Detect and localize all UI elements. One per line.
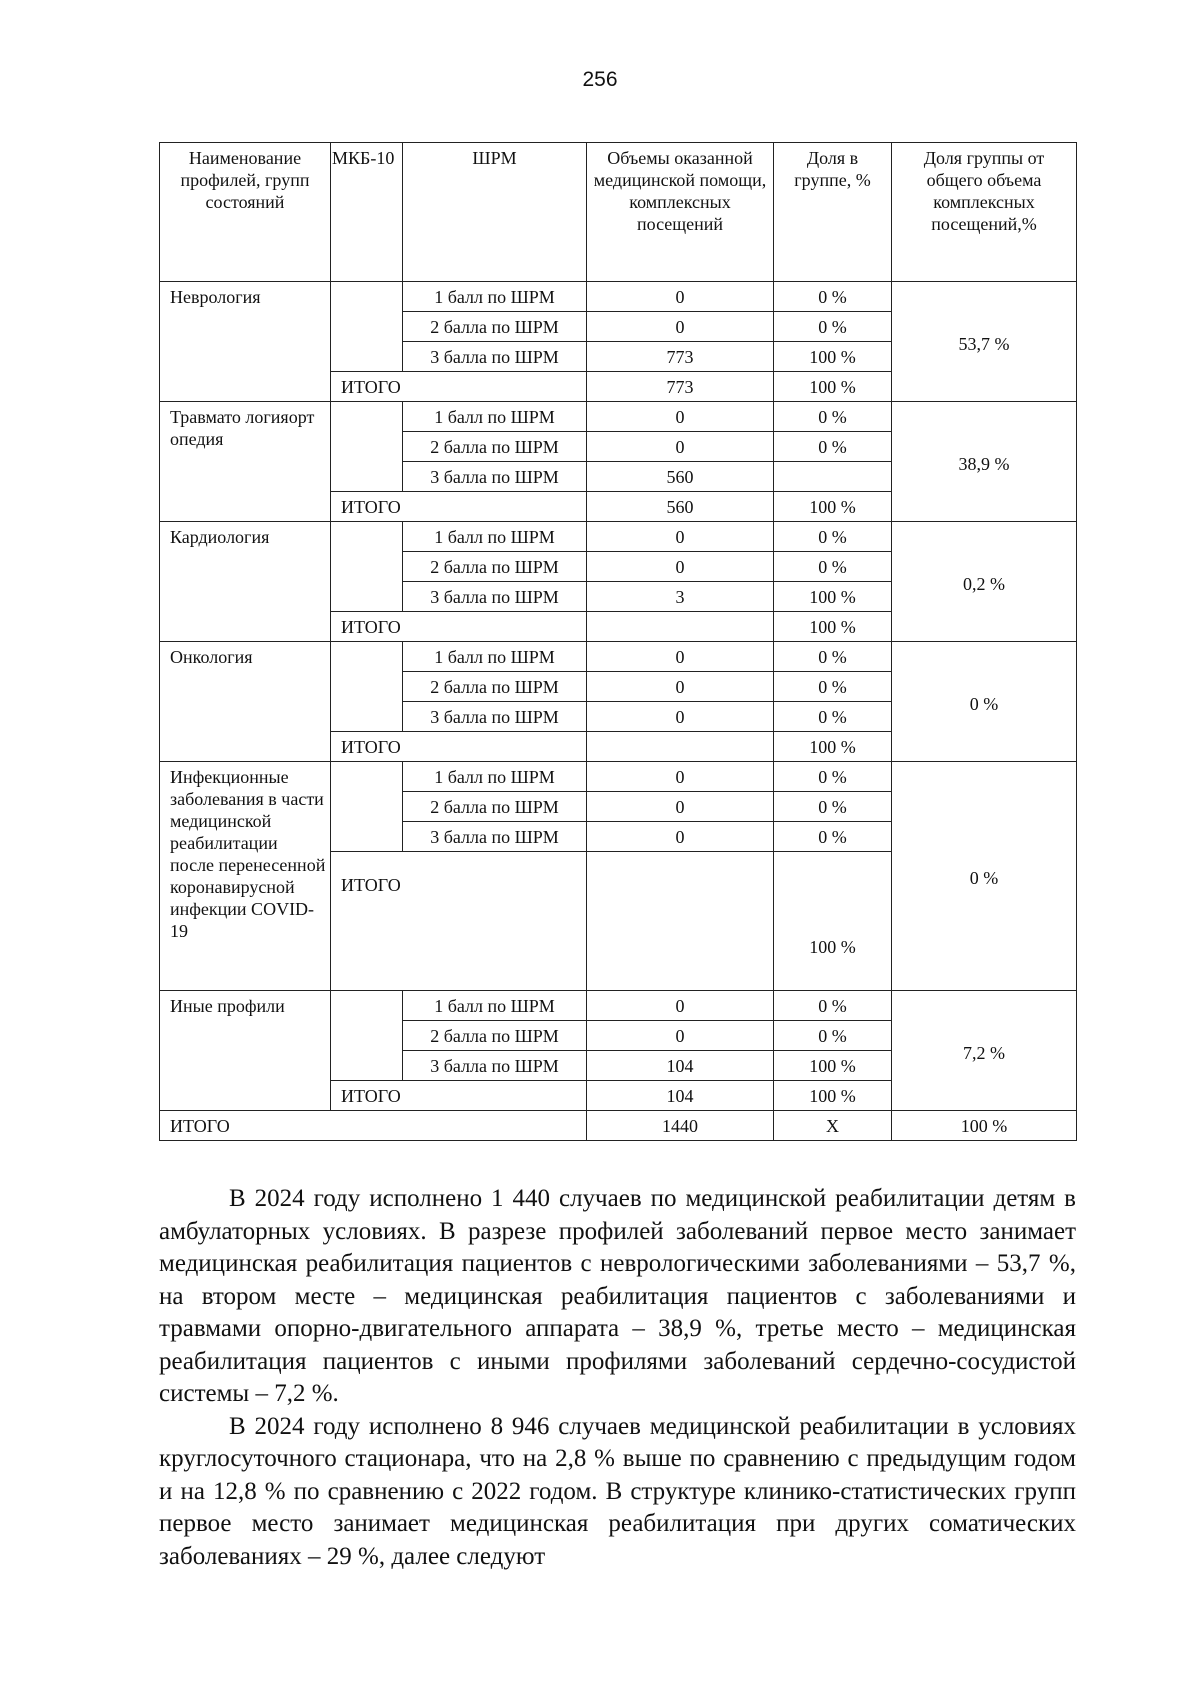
page-number: 256 — [582, 68, 618, 91]
total-share-cell: 100 % — [774, 492, 892, 522]
profile-name: Онкология — [160, 642, 331, 762]
share-in-group-cell: 0 % — [774, 822, 892, 852]
share-in-group-cell: 0 % — [774, 792, 892, 822]
table-body — [160, 282, 1077, 1141]
shrm-cell: 3 балла по ШРМ — [403, 582, 587, 612]
header-profile: Наименование профилей, групп состояний — [160, 143, 331, 282]
volume-cell: 0 — [587, 432, 774, 462]
group-share-cell: 53,7 % — [892, 282, 1077, 402]
total-volume-cell: 560 — [587, 492, 774, 522]
total-label-cell: ИТОГО — [331, 852, 587, 991]
table-row — [160, 642, 1077, 672]
total-share-cell: 100 % — [774, 612, 892, 642]
total-volume-cell: 104 — [587, 1081, 774, 1111]
icd10-cell — [331, 402, 403, 492]
icd10-cell — [331, 642, 403, 732]
share-in-group-cell: 0 % — [774, 282, 892, 312]
shrm-cell: 2 балла по ШРМ — [403, 432, 587, 462]
total-volume-cell — [587, 612, 774, 642]
shrm-cell: 3 балла по ШРМ — [403, 1051, 587, 1081]
header-share-in-group: Доля в группе, % — [774, 143, 892, 282]
shrm-cell: 1 балл по ШРМ — [403, 642, 587, 672]
volume-cell: 0 — [587, 822, 774, 852]
total-label-cell: ИТОГО — [331, 612, 587, 642]
total-volume-cell — [587, 852, 774, 991]
table-row — [160, 402, 1077, 432]
rehabilitation-stats-table — [159, 142, 1077, 1141]
total-label-cell: ИТОГО — [331, 732, 587, 762]
total-share-cell: 100 % — [774, 852, 892, 991]
volume-cell: 0 — [587, 642, 774, 672]
grand-total-share: Х — [774, 1111, 892, 1141]
total-label-cell: ИТОГО — [331, 1081, 587, 1111]
group-share-cell: 7,2 % — [892, 991, 1077, 1111]
volume-cell: 0 — [587, 552, 774, 582]
volume-cell: 3 — [587, 582, 774, 612]
shrm-cell: 2 балла по ШРМ — [403, 792, 587, 822]
total-share-cell: 100 % — [774, 1081, 892, 1111]
total-share-cell: 100 % — [774, 732, 892, 762]
header-group-share: Доля группы от общего объема комплексных посещений,% — [892, 143, 1077, 282]
share-in-group-cell: 0 % — [774, 672, 892, 702]
group-share-cell: 0 % — [892, 642, 1077, 762]
share-in-group-cell: 0 % — [774, 432, 892, 462]
volume-cell: 0 — [587, 1021, 774, 1051]
shrm-cell: 1 балл по ШРМ — [403, 282, 587, 312]
body-text — [159, 1183, 1076, 1573]
grand-total-group-share: 100 % — [892, 1111, 1077, 1141]
shrm-cell: 1 балл по ШРМ — [403, 402, 587, 432]
grand-total-row — [160, 1111, 1077, 1141]
grand-total-label: ИТОГО — [160, 1111, 587, 1141]
shrm-cell: 3 балла по ШРМ — [403, 702, 587, 732]
paragraph: В 2024 году исполнено 1 440 случаев по медицинской реабилитации детям в амбулаторных условиях. В разрезе профилей заболеваний первое место занимает медицинская реабилитация пациентов с неврологическими заболеваниями – 53,7 %, на втором месте – медицинская реабилитация пациентов с заболеваниями и травмами опорно-двигательного аппарата – 38,9 %, третье место – медицинская реабилитация пациентов с иными профилями заболеваний сердечно-сосудистой системы – 7,2 %. — [159, 1185, 1076, 1407]
share-in-group-cell: 0 % — [774, 642, 892, 672]
header-icd10: МКБ-10 — [331, 143, 403, 282]
shrm-cell: 3 балла по ШРМ — [403, 342, 587, 372]
total-volume-cell: 773 — [587, 372, 774, 402]
header-volume: Объемы оказанной медицинской помощи, комплексных посещений — [587, 143, 774, 282]
shrm-cell: 2 балла по ШРМ — [403, 552, 587, 582]
volume-cell: 0 — [587, 991, 774, 1021]
share-in-group-cell: 0 % — [774, 552, 892, 582]
table-row — [160, 762, 1077, 792]
icd10-cell — [331, 991, 403, 1081]
volume-cell: 773 — [587, 342, 774, 372]
share-in-group-cell: 0 % — [774, 762, 892, 792]
shrm-cell: 1 балл по ШРМ — [403, 522, 587, 552]
volume-cell: 0 — [587, 672, 774, 702]
total-share-cell: 100 % — [774, 372, 892, 402]
volume-cell: 0 — [587, 792, 774, 822]
share-in-group-cell — [774, 462, 892, 492]
share-in-group-cell: 0 % — [774, 1021, 892, 1051]
share-in-group-cell: 0 % — [774, 402, 892, 432]
table-row — [160, 522, 1077, 552]
share-in-group-cell: 0 % — [774, 991, 892, 1021]
icd10-cell — [331, 522, 403, 612]
volume-cell: 104 — [587, 1051, 774, 1081]
shrm-cell: 2 балла по ШРМ — [403, 1021, 587, 1051]
group-share-cell: 0 % — [892, 762, 1077, 991]
profile-name: Травмато логияорт опедия — [160, 402, 331, 522]
shrm-cell: 3 балла по ШРМ — [403, 822, 587, 852]
header-shrm: ШРМ — [403, 143, 587, 282]
profile-name: Инфекционные заболевания в части медицинской реабилитации после перенесенной коронавирусной инфекции COVID-19 — [160, 762, 331, 991]
share-in-group-cell: 100 % — [774, 1051, 892, 1081]
profile-name: Кардиология — [160, 522, 331, 642]
share-in-group-cell: 0 % — [774, 702, 892, 732]
volume-cell: 0 — [587, 312, 774, 342]
icd10-cell — [331, 762, 403, 852]
table-row — [160, 991, 1077, 1021]
shrm-cell: 2 балла по ШРМ — [403, 672, 587, 702]
total-label-cell: ИТОГО — [331, 492, 587, 522]
table-header-row — [160, 143, 1077, 282]
share-in-group-cell: 0 % — [774, 312, 892, 342]
volume-cell: 0 — [587, 282, 774, 312]
profile-name: Иные профили — [160, 991, 331, 1111]
volume-cell: 0 — [587, 402, 774, 432]
group-share-cell: 0,2 % — [892, 522, 1077, 642]
volume-cell: 0 — [587, 522, 774, 552]
share-in-group-cell: 100 % — [774, 342, 892, 372]
shrm-cell: 2 балла по ШРМ — [403, 312, 587, 342]
grand-total-volume: 1440 — [587, 1111, 774, 1141]
volume-cell: 0 — [587, 702, 774, 732]
group-share-cell: 38,9 % — [892, 402, 1077, 522]
share-in-group-cell: 0 % — [774, 522, 892, 552]
shrm-cell: 1 балл по ШРМ — [403, 762, 587, 792]
table-row — [160, 282, 1077, 312]
icd10-cell — [331, 282, 403, 372]
share-in-group-cell: 100 % — [774, 582, 892, 612]
shrm-cell: 3 балла по ШРМ — [403, 462, 587, 492]
shrm-cell: 1 балл по ШРМ — [403, 991, 587, 1021]
volume-cell: 560 — [587, 462, 774, 492]
paragraph: В 2024 году исполнено 8 946 случаев медицинской реабилитации в условиях круглосуточного стационара, что на 2,8 % выше по сравнению с предыдущим годом и на 12,8 % по сравнению с 2022 годом. В структуре клинико-статистических групп первое место занимает медицинская реабилитация при других соматических заболеваниях – 29 %, далее следуют — [159, 1412, 1076, 1570]
total-label-cell: ИТОГО — [331, 372, 587, 402]
volume-cell: 0 — [587, 762, 774, 792]
total-volume-cell — [587, 732, 774, 762]
profile-name: Неврология — [160, 282, 331, 402]
